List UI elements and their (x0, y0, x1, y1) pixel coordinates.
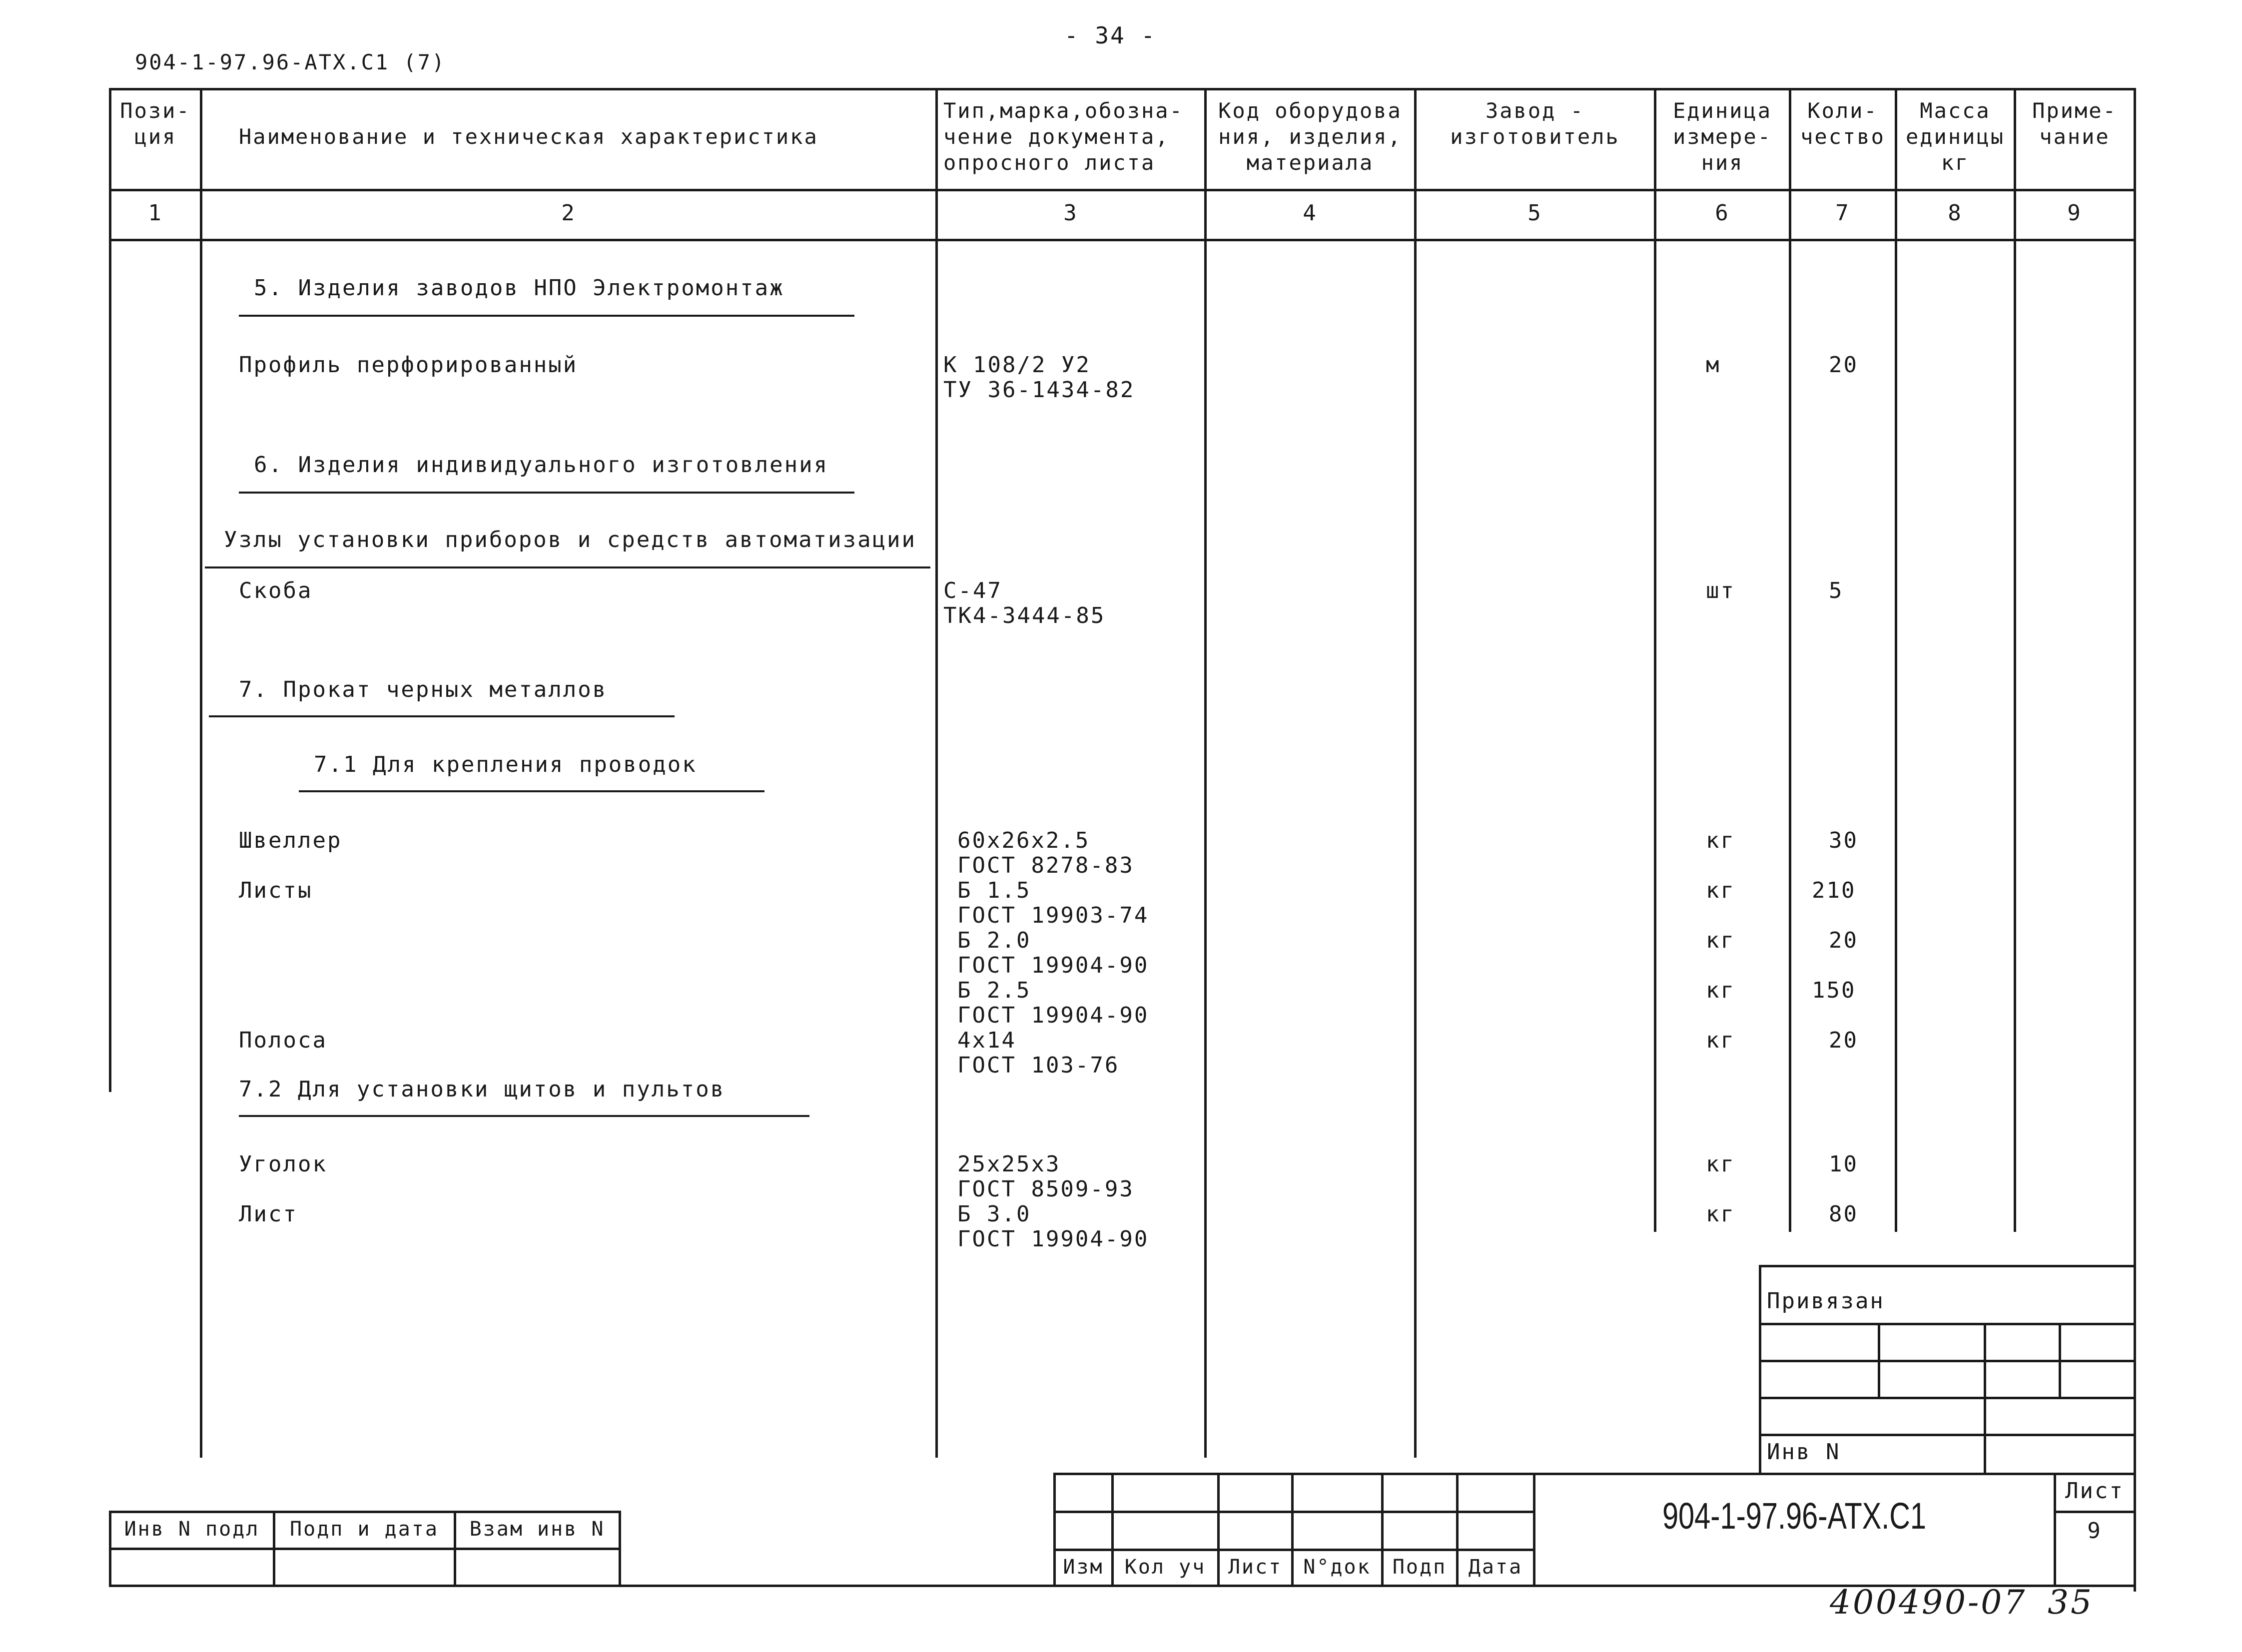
item-mark: С-47 ТК4-3444-85 (943, 578, 1106, 628)
col-header-equipment-code: Код оборудова ния, изделия, материала (1218, 98, 1402, 175)
col-header-position: Пози- ция (120, 98, 191, 149)
col-number-1: 1 (148, 200, 163, 226)
document-designation: 904-1-97.96-АТХ.С1 (1662, 1495, 1927, 1537)
item-unit: шт (1706, 578, 1735, 603)
item-mark: Б 2.5 ГОСТ 19904-90 (957, 978, 1149, 1028)
col-header-unit: Единица измере- ния (1672, 98, 1772, 175)
item-unit: кг (1706, 878, 1735, 903)
item-mark: 60x26x2.5 ГОСТ 8278-83 (957, 828, 1134, 878)
stamp-sign-date-label: Подп и дата (290, 1518, 439, 1541)
title-col-doc: N°док (1303, 1556, 1371, 1579)
section-heading: 6. Изделия индивидуального изготовления (254, 452, 829, 478)
item-quantity: 150 (1812, 978, 1856, 1003)
col-header-name: Наименование и техническая характеристика (239, 124, 818, 149)
item-mark: Б 3.0 ГОСТ 19904-90 (957, 1201, 1149, 1252)
item-quantity: 30 (1829, 828, 1858, 853)
item-name: Уголок (239, 1151, 327, 1177)
item-quantity: 20 (1829, 928, 1858, 953)
col-number-5: 5 (1527, 200, 1542, 226)
col-header-manufacturer: Завод - изготовитель (1450, 98, 1620, 149)
sheet-label: Лист (2065, 1478, 2124, 1504)
item-mark: 4x14 ГОСТ 103-76 (957, 1028, 1120, 1078)
item-mark: 25x25x3 ГОСТ 8509-93 (957, 1151, 1134, 1202)
item-name: Профиль перфорированный (239, 352, 578, 378)
title-col-sign: Подп (1392, 1556, 1447, 1579)
stamp-replace-inv-label: Взам инв N (469, 1518, 605, 1541)
item-unit: м (1706, 352, 1721, 378)
title-col-izm: Изм (1063, 1556, 1104, 1579)
item-mark: К 108/2 У2 ТУ 36-1434-82 (943, 352, 1135, 403)
col-header-quantity: Коли- чество (1800, 98, 1885, 149)
item-unit: кг (1706, 1028, 1735, 1053)
title-col-list: Лист (1228, 1556, 1283, 1579)
col-header-note: Приме- чание (2032, 98, 2117, 149)
archive-number: 400490-07 (1830, 1583, 2027, 1622)
title-col-kol-uch: Кол уч (1124, 1556, 1206, 1579)
col-number-4: 4 (1303, 200, 1318, 226)
page-number: - 34 - (1064, 22, 1157, 49)
col-number-9: 9 (2067, 200, 2082, 226)
stamp-inv-label: Инв N подл (124, 1518, 260, 1541)
item-unit: кг (1706, 828, 1735, 853)
item-unit: кг (1706, 978, 1735, 1003)
binding-inv-label: Инв N (1767, 1439, 1841, 1465)
col-header-type-mark: Тип,марка,обозна- чение документа, опросного листа (943, 98, 1184, 175)
item-quantity: 80 (1829, 1201, 1858, 1227)
col-number-8: 8 (1948, 200, 1963, 226)
item-unit: кг (1706, 1151, 1735, 1177)
item-quantity: 20 (1829, 1028, 1858, 1053)
col-header-unit-mass: Масса единицы кг (1905, 98, 2005, 175)
document-code-top: 904-1-97.96-АТХ.С1 (7) (135, 50, 446, 74)
col-number-3: 3 (1063, 200, 1078, 226)
item-mark: Б 1.5 ГОСТ 19903-74 (957, 878, 1149, 928)
item-unit: кг (1706, 928, 1735, 953)
col-number-2: 2 (561, 200, 576, 226)
subsection-heading: Узлы установки приборов и средств автоматизации (224, 527, 917, 552)
archive-page: 35 (2048, 1583, 2094, 1622)
section-heading: 7. Прокат черных металлов (239, 677, 608, 702)
title-col-date: Дата (1468, 1556, 1523, 1579)
item-name: Лист (239, 1201, 298, 1227)
col-number-6: 6 (1715, 200, 1730, 226)
item-quantity: 20 (1829, 352, 1858, 378)
item-name: Полоса (239, 1028, 327, 1053)
item-quantity: 210 (1812, 878, 1856, 903)
item-name: Листы (239, 878, 313, 903)
subsection-heading: 7.2 Для установки щитов и пультов (239, 1077, 726, 1102)
item-name: Швеллер (239, 828, 342, 853)
subsection-heading: 7.1 Для крепления проводок (314, 752, 697, 777)
section-heading: 5. Изделия заводов НПО Электромонтаж (254, 275, 784, 301)
item-quantity: 10 (1829, 1151, 1858, 1177)
item-mark: Б 2.0 ГОСТ 19904-90 (957, 928, 1149, 978)
binding-title: Привязан (1767, 1288, 1885, 1314)
sheet-number: 9 (2087, 1518, 2102, 1544)
item-unit: кг (1706, 1201, 1735, 1227)
item-name: Скоба (239, 578, 313, 603)
item-quantity: 5 (1829, 578, 1844, 603)
col-number-7: 7 (1835, 200, 1850, 226)
